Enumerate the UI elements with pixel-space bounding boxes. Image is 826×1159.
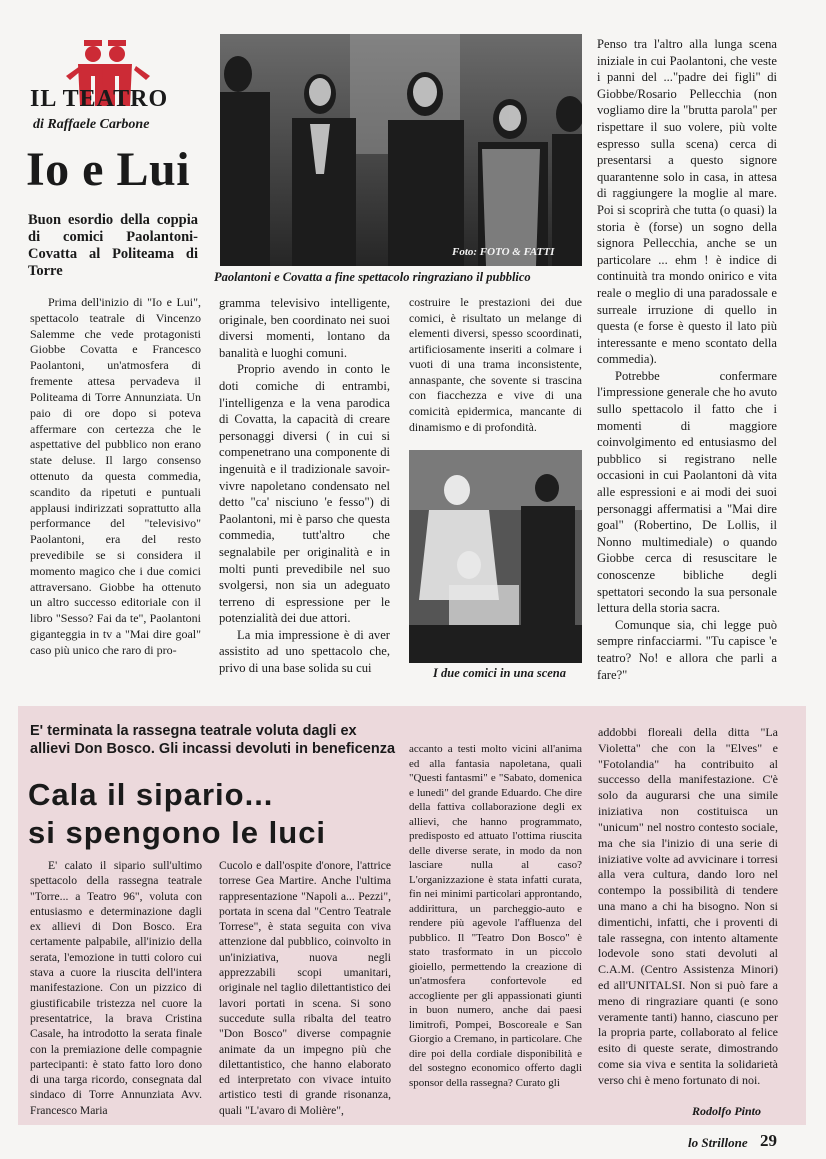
article-column-3 — [409, 295, 582, 435]
paragraph: La mia impressione è di aver assistito ad uno spettacolo che, privo di una base solida su cui — [219, 627, 390, 676]
paragraph: gramma televisivo intelligente, originale, ben coordinato nei suoi diversi momenti, lontano da banalità e luoghi comuni. — [219, 296, 390, 360]
paragraph: Proprio avendo in conto le doti comiche di entrambi, l'intelligenza e la vena parodica di Covatta, la capacità di creare personaggi diversi ( in cui si compenetrano una componente di ingenuità e il tradizionale savoir-vivre napoletano condensato nel detto "ca' nisciuno 'e fesso") di Paolantoni, mi è parso che questa commedia, tutt'altro che segnalabile per originalità e in molti punti prevedibile nel suo svolgersi, non sia un adeguato terreno di espressione per le potenzialità dei due attori. — [219, 362, 390, 626]
article2-column-2 — [219, 858, 391, 1118]
byline: di Raffaele Carbone — [33, 117, 150, 132]
page-title: Io e Lui — [26, 143, 191, 196]
article-headline — [28, 776, 408, 852]
photo-actors-bowing — [220, 34, 582, 266]
paragraph: Potrebbe confermare l'impressione generale che ho avuto sullo spettacolo il fatto che i momenti di maggiore coinvolgimento ed entusiasmo del pubblico si registrano nelle occasioni in cui Paolantoni dà vita alle espressioni e ai modi dei suoi personaggi affermatisi a "Mai dire goal" (Robertino, De Lollis, il Nonno multimediale) o quando Giobbe cerca di resuscitare le conoscenze bibliche degli spettatori secondo la sua personale lettura della storia sacra. — [597, 368, 777, 616]
paragraph: Comunque sia, chi legge può sempre rinfacciarmi. "Tu capisce 'e teatro? No! e allora che parli a fare?" — [597, 617, 777, 682]
article2-column-1 — [30, 858, 202, 1118]
paragraph: E' calato il sipario sull'ultimo spettacolo della rassegna teatrale "Torre... a Teatro 96", voluta con entusiasmo e determinazione dagli ex allievi di Don Bosco. Era certamente palpabile, all'inizio della serata, l'emozione in tutti coloro cui stava a cuore la riuscita dell'intera manifestazione. Con un pizzico di giustificabile tristezza nel cuore la presentatrice, la brava Cristina Casale, ha introdotto la serata finale con la premiazione delle compagnie partecipanti: è stato fatto loro dono di una targa ricordo, consegnata dal sindaco di Torre Annunziata Avv. Francesco Maria — [30, 859, 202, 1117]
publication-name: lo Strillone — [688, 1135, 748, 1150]
paragraph: costruire le prestazioni dei due comici, è risultato un melange di elementi diversi, spesso scoordinati, artificiosamente inseriti a colmare i vuoti di una trama inconsistente, annaspante, che sovente si trascina con fiacchezza e vive di una comicità epidermica, mancante di dinamismo e di profondità. — [409, 295, 582, 434]
headline-line: si spengono le luci — [28, 815, 327, 850]
photo-caption: Paolantoni e Covatta a fine spettacolo ringraziano il pubblico — [214, 270, 531, 284]
article2-column-4 — [598, 725, 778, 1089]
page-number: 29 — [760, 1131, 777, 1150]
kicker: E' terminata la rassegna teatrale voluta dagli ex allievi Don Bosco. Gli incassi devoluti in beneficenza — [30, 723, 396, 757]
subheadline: Buon esordio della coppia di comici Paolantoni-Covatta al Politeama di Torre — [28, 212, 198, 279]
paragraph: Prima dell'inizio di "Io e Lui", spettacolo teatrale di Vincenzo Salemme che vede protagonisti Giobbe Covatta e Francesco Paolantoni, un'atmosfera di fremente attesa pervadeva il Politeama di Torre Annunziata. Un paio di ore dopo si poteva affermare con certezza che le aspettative del pubblico non erano state deluse. Il largo consenso ottenuto da questa commedia, scandito da ripetuti e puntuali applausi indirizzati soprattutto alla performance del "televisivo" Paolantoni, era del resto prevedibile se si considera il momento magico che i due comici attraversano. Giobbe ha ottenuto un altro successo editoriale con il libro "Sesso? Fai da te", Paolantoni giganteggia in tv a "Mai dire goal" caso più unico che raro di pro- — [30, 295, 201, 657]
paragraph: Cucolo e dall'ospite d'onore, l'attrice torrese Gea Martire. Anche l'ultima rappresentazione "Napoli a... Pezzi", portata in scena dal "Centro Teatrale Torrese", è stata seguita con viva attenzione dal pubblico, coinvolto in un'iniziativa, nuova negli apprezzabili scopi umanitari, originale nel taglio dilettantistico dei lavori portati in scena. Si sono succedute sulla ribalta del teatro "Don Bosco" diverse compagnie animate da un impegno più che dilettantistico, che hanno elaborato ed interpretato con vivace intuito artistico testi di grande risonanza, quali "L'avaro di Molière", — [219, 859, 391, 1117]
author-signature: Rodolfo Pinto — [692, 1104, 762, 1118]
article-column-4 — [597, 36, 777, 683]
article-column-1 — [30, 295, 201, 659]
headline-line: Cala il sipario... — [28, 777, 274, 812]
article2-column-3 — [409, 742, 582, 1090]
article-column-2 — [219, 295, 390, 677]
paragraph: Penso tra l'altro alla lunga scena iniziale in cui Paolantoni, che veste i panni del ..."padre dei figli" di Giobbe/Rosario Pellecchia (non vogliamo dire la "brutta parola" per rispettare il suo volere, più volte espresso sulla scena) cerca di presentarsi a questo signore quarantenne solo in casa, in attesa di raggiungere la moglie al mare. Poi si scoprirà che tutta (o quasi) la storia è (forse) un sogno della signora Pellecchia, anche se un particolare ... ehm ! è indice di continuità tra mondo onirico e vita reale o meglio di una paradossale e surreale irruzione di quello in questa (e forse è questo il lato più interessante e meno scontato della commedia). — [597, 37, 777, 367]
photo-comedians-scene — [409, 450, 582, 663]
paragraph: accanto a testi molto vicini all'anima ed alla fantasia napoletana, quali "Questi fantasmi" e "Sabato, domenica e lunedì" del grande Eduardo. Che dire della fattiva collaborazione degli ex allievi, che hanno programmato, predisposto ed attuato l'ottima riuscita delle diverse serate, in modo da non lasciare nulla al caso? L'organizzazione è stata infatti curata, fin nei minimi particolari approntando, addirittura, un parcheggio-auto e rendere più agevole l'affluenza del pubblico. Il "Teatro Don Bosco" è stato trasformato in un piccolo gioiello, permettendo la creazione di un'atmosfera confortevole ed accogliente per gli appassionati giunti in buon numero, anche dai paesi limitrofi, Pompei, Boscoreale e San Giorgio a Cremano, in particolare. Che dire poi della cordiale disponibilità e del sostegno economico offerto dagli sponsor della rassegna? Curato gli — [409, 743, 582, 1089]
photo-credit: Foto: FOTO & FATTI — [452, 246, 555, 258]
section-title: IL TEATRO — [30, 86, 169, 112]
paragraph: addobbi floreali della ditta "La Violetta" che con la "Elves" e "Fotolandia" ha contribuito al successo della manifestazione. C'è solo da augurarsi che una simile iniziativa non costituisca un "unicum" nel nostro contesto sociale, ma che sia l'inizio di una serie di iniziative volte ad avvicinare i torresi alla vera cultura, dando loro nel contempo la possibilità di tendere una mano a chi ha bisogno. Non si dimentichi, infatti, che i proventi di tale rassegna, con intento altamente lodevole sono stati devoluti al C.A.M. (Centro Assistenza Minori) ed all'UNITALSI. Non si può fare a meno di ringraziare quanti (e sono veramente tanti) hanno, ciascuno per la propria parte, collaborato al felice esito di queste serate, dimostrando come sia viva e sentita la solidarietà verso chi è meno fortunato di noi. — [598, 725, 778, 1087]
photo-caption: I due comici in una scena — [433, 666, 566, 680]
